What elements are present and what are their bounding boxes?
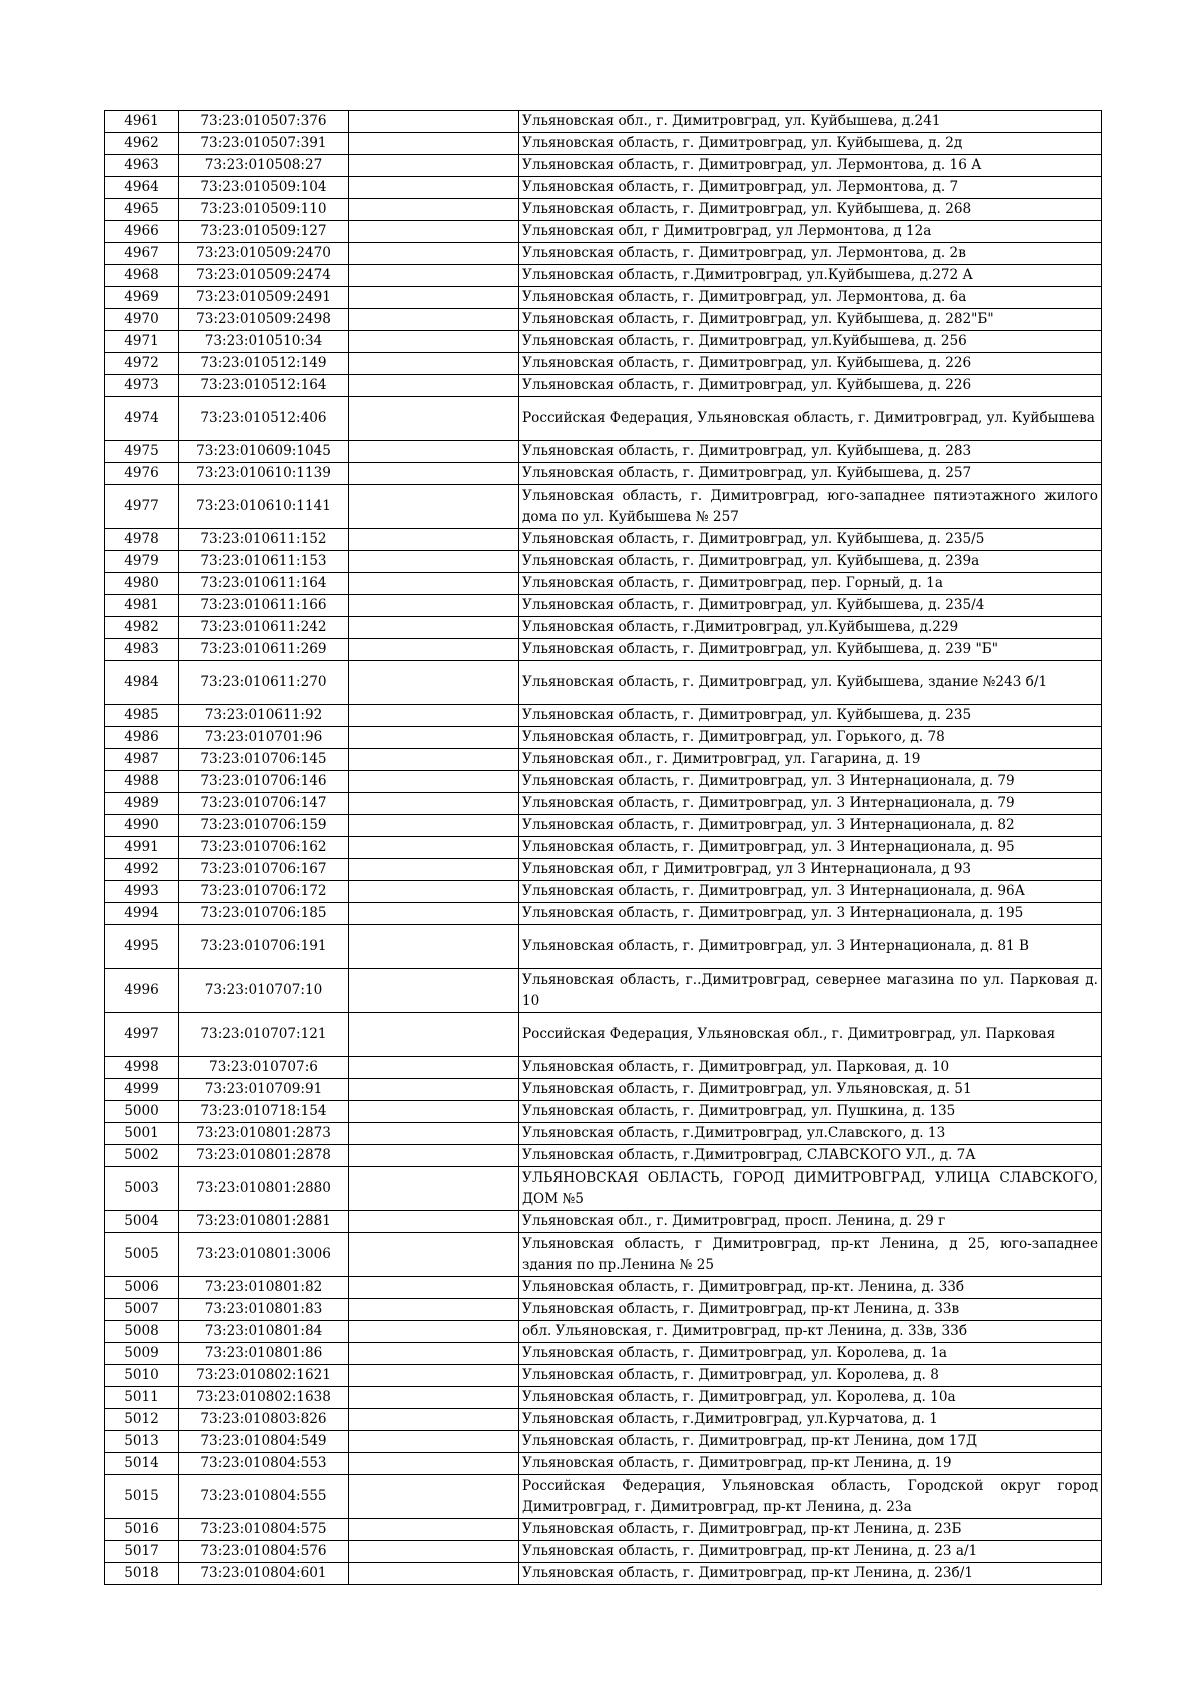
table-row <box>105 661 1102 705</box>
cadastral-number-cell: 73:23:010701:96 <box>179 727 349 749</box>
empty-cell <box>349 1541 519 1563</box>
table-row <box>105 133 1102 155</box>
address-cell: Ульяновская область, г. Димитровград, ул. Куйбышева, д. 2д <box>519 133 1102 155</box>
empty-cell <box>349 155 519 177</box>
table-row <box>105 287 1102 309</box>
row-number-cell: 4963 <box>105 155 179 177</box>
address-cell: Ульяновская область, г. Димитровград, пер. Горный, д. 1а <box>519 573 1102 595</box>
empty-cell <box>349 1145 519 1167</box>
address-cell: Ульяновская область, г.Димитровград, ул.Курчатова, д. 1 <box>519 1409 1102 1431</box>
empty-cell <box>349 551 519 573</box>
cadastral-number-cell: 73:23:010801:84 <box>179 1321 349 1343</box>
cadastral-number-cell: 73:23:010801:2880 <box>179 1167 349 1211</box>
address-cell: Ульяновская область, г. Димитровград, пр-кт Ленина, д. 23б/1 <box>519 1563 1102 1585</box>
address-cell: Ульяновская область, г. Димитровград, пр-кт Ленина, д. 23Б <box>519 1519 1102 1541</box>
address-cell: Ульяновская область, г. Димитровград, ул. 3 Интернационала, д. 79 <box>519 793 1102 815</box>
address-cell: Ульяновская область, г. Димитровград, ул. Королева, д. 10а <box>519 1387 1102 1409</box>
address-cell: Ульяновская область, г. Димитровград, ул. 3 Интернационала, д. 95 <box>519 837 1102 859</box>
table-row <box>105 1343 1102 1365</box>
table-row <box>105 595 1102 617</box>
address-cell: Ульяновская область, г. Димитровград, ул. Королева, д. 1а <box>519 1343 1102 1365</box>
empty-cell <box>349 529 519 551</box>
empty-cell <box>349 925 519 969</box>
address-cell: Ульяновская область, г. Димитровград, ул.Куйбышева, д. 256 <box>519 331 1102 353</box>
cadastral-number-cell: 73:23:010706:159 <box>179 815 349 837</box>
row-number-cell: 4983 <box>105 639 179 661</box>
address-cell: Ульяновская обл, г Димитровград, ул Лермонтова, д 12а <box>519 221 1102 243</box>
cadastral-number-cell: 73:23:010706:167 <box>179 859 349 881</box>
address-cell: Ульяновская область, г. Димитровград, ул. Горького, д. 78 <box>519 727 1102 749</box>
cadastral-number-cell: 73:23:010610:1141 <box>179 485 349 529</box>
row-number-cell: 4970 <box>105 309 179 331</box>
cadastral-number-cell: 73:23:010801:83 <box>179 1299 349 1321</box>
empty-cell <box>349 463 519 485</box>
table-row <box>105 705 1102 727</box>
table-row <box>105 1101 1102 1123</box>
row-number-cell: 4977 <box>105 485 179 529</box>
table-row <box>105 881 1102 903</box>
table-row <box>105 1079 1102 1101</box>
table-row <box>105 925 1102 969</box>
cadastral-number-cell: 73:23:010706:162 <box>179 837 349 859</box>
table-row <box>105 1541 1102 1563</box>
cadastral-number-cell: 73:23:010801:2878 <box>179 1145 349 1167</box>
cadastral-number-cell: 73:23:010804:555 <box>179 1475 349 1519</box>
address-cell: Ульяновская область, г. Димитровград, ул. 3 Интернационала, д. 79 <box>519 771 1102 793</box>
row-number-cell: 5008 <box>105 1321 179 1343</box>
row-number-cell: 5012 <box>105 1409 179 1431</box>
cadastral-number-cell: 73:23:010609:1045 <box>179 441 349 463</box>
row-number-cell: 4962 <box>105 133 179 155</box>
address-cell: Ульяновская область, г. Димитровград, ул. Куйбышева, д. 235/5 <box>519 529 1102 551</box>
row-number-cell: 4979 <box>105 551 179 573</box>
row-number-cell: 4986 <box>105 727 179 749</box>
row-number-cell: 5016 <box>105 1519 179 1541</box>
property-table-body <box>105 111 1102 1585</box>
empty-cell <box>349 1167 519 1211</box>
address-cell: Ульяновская область, г. Димитровград, ул. Королева, д. 8 <box>519 1365 1102 1387</box>
table-row <box>105 837 1102 859</box>
table-row <box>105 749 1102 771</box>
empty-cell <box>349 705 519 727</box>
address-cell: Ульяновская область, г. Димитровград, пр-кт. Ленина, д. 33б <box>519 1277 1102 1299</box>
row-number-cell: 4965 <box>105 199 179 221</box>
table-row <box>105 727 1102 749</box>
empty-cell <box>349 1299 519 1321</box>
address-cell: Ульяновская область, г. Димитровград, ул. Лермонтова, д. 2в <box>519 243 1102 265</box>
empty-cell <box>349 1475 519 1519</box>
table-row <box>105 265 1102 287</box>
cadastral-number-cell: 73:23:010801:3006 <box>179 1233 349 1277</box>
address-cell: Ульяновская область, г. Димитровград, ул. 3 Интернационала, д. 81 В <box>519 925 1102 969</box>
empty-cell <box>349 771 519 793</box>
cadastral-number-cell: 73:23:010512:164 <box>179 375 349 397</box>
row-number-cell: 4995 <box>105 925 179 969</box>
cadastral-number-cell: 73:23:010611:242 <box>179 617 349 639</box>
row-number-cell: 4990 <box>105 815 179 837</box>
address-cell: Ульяновская область, г. Димитровград, ул. Куйбышева, д. 239 "Б" <box>519 639 1102 661</box>
empty-cell <box>349 397 519 441</box>
cadastral-number-cell: 73:23:010707:6 <box>179 1057 349 1079</box>
cadastral-number-cell: 73:23:010706:172 <box>179 881 349 903</box>
row-number-cell: 4998 <box>105 1057 179 1079</box>
row-number-cell: 4982 <box>105 617 179 639</box>
table-row <box>105 1387 1102 1409</box>
empty-cell <box>349 1057 519 1079</box>
empty-cell <box>349 441 519 463</box>
row-number-cell: 5005 <box>105 1233 179 1277</box>
table-row <box>105 1057 1102 1079</box>
empty-cell <box>349 1409 519 1431</box>
address-cell: Ульяновская область, г. Димитровград, ул. Куйбышева, здание №243 б/1 <box>519 661 1102 705</box>
row-number-cell: 5002 <box>105 1145 179 1167</box>
empty-cell <box>349 353 519 375</box>
row-number-cell: 5004 <box>105 1211 179 1233</box>
cadastral-number-cell: 73:23:010611:270 <box>179 661 349 705</box>
address-cell: Ульяновская обл., г. Димитровград, просп. Ленина, д. 29 г <box>519 1211 1102 1233</box>
empty-cell <box>349 1563 519 1585</box>
address-cell: Ульяновская область, г. Димитровград, пр-кт Ленина, дом 17Д <box>519 1431 1102 1453</box>
cadastral-number-cell: 73:23:010707:10 <box>179 969 349 1013</box>
table-row <box>105 111 1102 133</box>
cadastral-number-cell: 73:23:010509:2498 <box>179 309 349 331</box>
cadastral-number-cell: 73:23:010706:185 <box>179 903 349 925</box>
empty-cell <box>349 485 519 529</box>
address-cell: Российская Федерация, Ульяновская область, г. Димитровград, ул. Куйбышева <box>519 397 1102 441</box>
cadastral-number-cell: 73:23:010804:553 <box>179 1453 349 1475</box>
cadastral-number-cell: 73:23:010803:826 <box>179 1409 349 1431</box>
cadastral-number-cell: 73:23:010709:91 <box>179 1079 349 1101</box>
empty-cell <box>349 1013 519 1057</box>
cadastral-number-cell: 73:23:010802:1638 <box>179 1387 349 1409</box>
address-cell: Российская Федерация, Ульяновская область, Городской округ город Димитровград, г. Димитровград, пр-кт Ленина, д. 23а <box>519 1475 1102 1519</box>
row-number-cell: 4971 <box>105 331 179 353</box>
empty-cell <box>349 199 519 221</box>
row-number-cell: 4991 <box>105 837 179 859</box>
row-number-cell: 5007 <box>105 1299 179 1321</box>
table-row <box>105 1211 1102 1233</box>
address-cell: Ульяновская обл., г. Димитровград, ул. Гагарина, д. 19 <box>519 749 1102 771</box>
empty-cell <box>349 1431 519 1453</box>
cadastral-number-cell: 73:23:010611:166 <box>179 595 349 617</box>
cadastral-number-cell: 73:23:010610:1139 <box>179 463 349 485</box>
address-cell: Ульяновская область, г. Димитровград, ул. Парковая, д. 10 <box>519 1057 1102 1079</box>
address-cell: Ульяновская обл., г. Димитровград, ул. Куйбышева, д.241 <box>519 111 1102 133</box>
cadastral-number-cell: 73:23:010804:549 <box>179 1431 349 1453</box>
row-number-cell: 4988 <box>105 771 179 793</box>
address-cell: Ульяновская область, г.Димитровград, СЛАВСКОГО УЛ., д. 7А <box>519 1145 1102 1167</box>
row-number-cell: 5009 <box>105 1343 179 1365</box>
empty-cell <box>349 595 519 617</box>
row-number-cell: 4973 <box>105 375 179 397</box>
empty-cell <box>349 309 519 331</box>
empty-cell <box>349 573 519 595</box>
table-row <box>105 1475 1102 1519</box>
table-row <box>105 463 1102 485</box>
cadastral-number-cell: 73:23:010706:145 <box>179 749 349 771</box>
table-row <box>105 1299 1102 1321</box>
table-row <box>105 1563 1102 1585</box>
row-number-cell: 4966 <box>105 221 179 243</box>
table-row <box>105 573 1102 595</box>
cadastral-number-cell: 73:23:010801:2881 <box>179 1211 349 1233</box>
empty-cell <box>349 815 519 837</box>
row-number-cell: 4975 <box>105 441 179 463</box>
cadastral-number-cell: 73:23:010509:2470 <box>179 243 349 265</box>
row-number-cell: 4974 <box>105 397 179 441</box>
address-cell: Ульяновская область, г. Димитровград, ул. 3 Интернационала, д. 82 <box>519 815 1102 837</box>
cadastral-number-cell: 73:23:010706:147 <box>179 793 349 815</box>
address-cell: Ульяновская область, г.Димитровград, ул.Славского, д. 13 <box>519 1123 1102 1145</box>
row-number-cell: 4997 <box>105 1013 179 1057</box>
row-number-cell: 4984 <box>105 661 179 705</box>
empty-cell <box>349 881 519 903</box>
row-number-cell: 5001 <box>105 1123 179 1145</box>
address-cell: Ульяновская область, г. Димитровград, пр-кт Ленина, д. 23 а/1 <box>519 1541 1102 1563</box>
empty-cell <box>349 177 519 199</box>
row-number-cell: 5018 <box>105 1563 179 1585</box>
table-row <box>105 1321 1102 1343</box>
table-row <box>105 1365 1102 1387</box>
cadastral-number-cell: 73:23:010706:191 <box>179 925 349 969</box>
cadastral-number-cell: 73:23:010509:104 <box>179 177 349 199</box>
empty-cell <box>349 1123 519 1145</box>
empty-cell <box>349 133 519 155</box>
empty-cell <box>349 1321 519 1343</box>
table-row <box>105 331 1102 353</box>
address-cell: Ульяновская область, г. Димитровград, ул. Куйбышева, д. 226 <box>519 375 1102 397</box>
empty-cell <box>349 617 519 639</box>
address-cell: Ульяновская область, г. Димитровград, ул. Куйбышева, д. 235 <box>519 705 1102 727</box>
address-cell: Ульяновская область, г. Димитровград, ул. Куйбышева, д. 239а <box>519 551 1102 573</box>
address-cell: Ульяновская область, г Димитровград, пр-кт Ленина, д 25, юго-западнее здания по пр.Ленина № 25 <box>519 1233 1102 1277</box>
cadastral-number-cell: 73:23:010611:269 <box>179 639 349 661</box>
table-row <box>105 969 1102 1013</box>
cadastral-number-cell: 73:23:010507:376 <box>179 111 349 133</box>
cadastral-number-cell: 73:23:010611:164 <box>179 573 349 595</box>
table-row <box>105 199 1102 221</box>
row-number-cell: 5015 <box>105 1475 179 1519</box>
row-number-cell: 4994 <box>105 903 179 925</box>
cadastral-number-cell: 73:23:010512:149 <box>179 353 349 375</box>
table-row <box>105 1431 1102 1453</box>
row-number-cell: 5000 <box>105 1101 179 1123</box>
empty-cell <box>349 661 519 705</box>
table-row <box>105 771 1102 793</box>
row-number-cell: 4969 <box>105 287 179 309</box>
cadastral-number-cell: 73:23:010804:575 <box>179 1519 349 1541</box>
row-number-cell: 5011 <box>105 1387 179 1409</box>
table-row <box>105 551 1102 573</box>
address-cell: обл. Ульяновская, г. Димитровград, пр-кт Ленина, д. 33в, 33б <box>519 1321 1102 1343</box>
cadastral-number-cell: 73:23:010510:34 <box>179 331 349 353</box>
row-number-cell: 4999 <box>105 1079 179 1101</box>
table-row <box>105 529 1102 551</box>
empty-cell <box>349 221 519 243</box>
address-cell: Ульяновская область, г. Димитровград, ул. Куйбышева, д. 226 <box>519 353 1102 375</box>
row-number-cell: 4987 <box>105 749 179 771</box>
empty-cell <box>349 969 519 1013</box>
table-row <box>105 815 1102 837</box>
address-cell: Ульяновская область, г.Димитровград, ул.Куйбышева, д.229 <box>519 617 1102 639</box>
table-row <box>105 485 1102 529</box>
cadastral-number-cell: 73:23:010611:152 <box>179 529 349 551</box>
table-row <box>105 1277 1102 1299</box>
empty-cell <box>349 1365 519 1387</box>
table-row <box>105 1123 1102 1145</box>
address-cell: Ульяновская область, г. Димитровград, ул. Куйбышева, д. 283 <box>519 441 1102 463</box>
address-cell: Ульяновская область, г..Димитровград, севернее магазина по ул. Парковая д. 10 <box>519 969 1102 1013</box>
empty-cell <box>349 287 519 309</box>
cadastral-number-cell: 73:23:010802:1621 <box>179 1365 349 1387</box>
table-row <box>105 1453 1102 1475</box>
address-cell: Российская Федерация, Ульяновская обл., г. Димитровград, ул. Парковая <box>519 1013 1102 1057</box>
address-cell: Ульяновская область, г. Димитровград, ул. Лермонтова, д. 16 А <box>519 155 1102 177</box>
address-cell: Ульяновская область, г. Димитровград, ул. Куйбышева, д. 282"Б" <box>519 309 1102 331</box>
empty-cell <box>349 1101 519 1123</box>
empty-cell <box>349 331 519 353</box>
cadastral-number-cell: 73:23:010611:153 <box>179 551 349 573</box>
address-cell: Ульяновская область, г. Димитровград, пр-кт Ленина, д. 19 <box>519 1453 1102 1475</box>
table-row <box>105 309 1102 331</box>
row-number-cell: 4961 <box>105 111 179 133</box>
cadastral-number-cell: 73:23:010507:391 <box>179 133 349 155</box>
empty-cell <box>349 727 519 749</box>
row-number-cell: 4996 <box>105 969 179 1013</box>
row-number-cell: 4981 <box>105 595 179 617</box>
address-cell: Ульяновская область, г. Димитровград, ул. Куйбышева, д. 235/4 <box>519 595 1102 617</box>
table-row <box>105 375 1102 397</box>
cadastral-number-cell: 73:23:010804:576 <box>179 1541 349 1563</box>
row-number-cell: 4980 <box>105 573 179 595</box>
row-number-cell: 4964 <box>105 177 179 199</box>
table-row <box>105 441 1102 463</box>
cadastral-number-cell: 73:23:010804:601 <box>179 1563 349 1585</box>
empty-cell <box>349 1233 519 1277</box>
cadastral-number-cell: 73:23:010509:127 <box>179 221 349 243</box>
address-cell: Ульяновская область, г.Димитровград, ул.Куйбышева, д.272 А <box>519 265 1102 287</box>
address-cell: Ульяновская область, г. Димитровград, ул. 3 Интернационала, д. 96А <box>519 881 1102 903</box>
address-cell: Ульяновская область, г. Димитровград, ул. Куйбышева, д. 268 <box>519 199 1102 221</box>
row-number-cell: 5013 <box>105 1431 179 1453</box>
empty-cell <box>349 837 519 859</box>
property-table <box>104 110 1102 1585</box>
table-row <box>105 177 1102 199</box>
empty-cell <box>349 1387 519 1409</box>
cadastral-number-cell: 73:23:010508:27 <box>179 155 349 177</box>
table-row <box>105 1519 1102 1541</box>
empty-cell <box>349 1453 519 1475</box>
table-row <box>105 1167 1102 1211</box>
address-cell: Ульяновская область, г. Димитровград, ул. Лермонтова, д. 6а <box>519 287 1102 309</box>
row-number-cell: 5010 <box>105 1365 179 1387</box>
address-cell: Ульяновская область, г. Димитровград, ул. Лермонтова, д. 7 <box>519 177 1102 199</box>
empty-cell <box>349 1343 519 1365</box>
table-row <box>105 903 1102 925</box>
row-number-cell: 4992 <box>105 859 179 881</box>
table-row <box>105 155 1102 177</box>
cadastral-number-cell: 73:23:010707:121 <box>179 1013 349 1057</box>
empty-cell <box>349 859 519 881</box>
table-row <box>105 639 1102 661</box>
address-cell: Ульяновская область, г. Димитровград, ул. 3 Интернационала, д. 195 <box>519 903 1102 925</box>
empty-cell <box>349 1277 519 1299</box>
row-number-cell: 5006 <box>105 1277 179 1299</box>
table-row <box>105 1409 1102 1431</box>
table-row <box>105 1013 1102 1057</box>
row-number-cell: 4972 <box>105 353 179 375</box>
cadastral-number-cell: 73:23:010509:2491 <box>179 287 349 309</box>
row-number-cell: 4989 <box>105 793 179 815</box>
empty-cell <box>349 265 519 287</box>
row-number-cell: 4967 <box>105 243 179 265</box>
empty-cell <box>349 243 519 265</box>
empty-cell <box>349 1519 519 1541</box>
table-row <box>105 617 1102 639</box>
table-row <box>105 397 1102 441</box>
cadastral-number-cell: 73:23:010509:110 <box>179 199 349 221</box>
row-number-cell: 4985 <box>105 705 179 727</box>
address-cell: УЛЬЯНОВСКАЯ ОБЛАСТЬ, ГОРОД ДИМИТРОВГРАД, УЛИЦА СЛАВСКОГО, ДОМ №5 <box>519 1167 1102 1211</box>
empty-cell <box>349 903 519 925</box>
table-row <box>105 859 1102 881</box>
row-number-cell: 4978 <box>105 529 179 551</box>
empty-cell <box>349 375 519 397</box>
empty-cell <box>349 639 519 661</box>
table-row <box>105 243 1102 265</box>
address-cell: Ульяновская область, г. Димитровград, ул. Куйбышева, д. 257 <box>519 463 1102 485</box>
cadastral-number-cell: 73:23:010706:146 <box>179 771 349 793</box>
row-number-cell: 4976 <box>105 463 179 485</box>
row-number-cell: 5014 <box>105 1453 179 1475</box>
cadastral-number-cell: 73:23:010801:86 <box>179 1343 349 1365</box>
cadastral-number-cell: 73:23:010801:2873 <box>179 1123 349 1145</box>
table-row <box>105 221 1102 243</box>
cadastral-number-cell: 73:23:010801:82 <box>179 1277 349 1299</box>
address-cell: Ульяновская область, г. Димитровград, пр-кт Ленина, д. 33в <box>519 1299 1102 1321</box>
table-row <box>105 1145 1102 1167</box>
address-cell: Ульяновская область, г. Димитровград, ул. Ульяновская, д. 51 <box>519 1079 1102 1101</box>
empty-cell <box>349 793 519 815</box>
address-cell: Ульяновская область, г. Димитровград, юго-западнее пятиэтажного жилого дома по ул. Куйбышева № 257 <box>519 485 1102 529</box>
cadastral-number-cell: 73:23:010718:154 <box>179 1101 349 1123</box>
cadastral-number-cell: 73:23:010611:92 <box>179 705 349 727</box>
table-row <box>105 353 1102 375</box>
row-number-cell: 5017 <box>105 1541 179 1563</box>
cadastral-number-cell: 73:23:010509:2474 <box>179 265 349 287</box>
empty-cell <box>349 1211 519 1233</box>
cadastral-number-cell: 73:23:010512:406 <box>179 397 349 441</box>
row-number-cell: 4968 <box>105 265 179 287</box>
empty-cell <box>349 749 519 771</box>
empty-cell <box>349 111 519 133</box>
table-row <box>105 793 1102 815</box>
empty-cell <box>349 1079 519 1101</box>
address-cell: Ульяновская обл, г Димитровград, ул 3 Интернационала, д 93 <box>519 859 1102 881</box>
table-row <box>105 1233 1102 1277</box>
row-number-cell: 4993 <box>105 881 179 903</box>
address-cell: Ульяновская область, г. Димитровград, ул. Пушкина, д. 135 <box>519 1101 1102 1123</box>
row-number-cell: 5003 <box>105 1167 179 1211</box>
